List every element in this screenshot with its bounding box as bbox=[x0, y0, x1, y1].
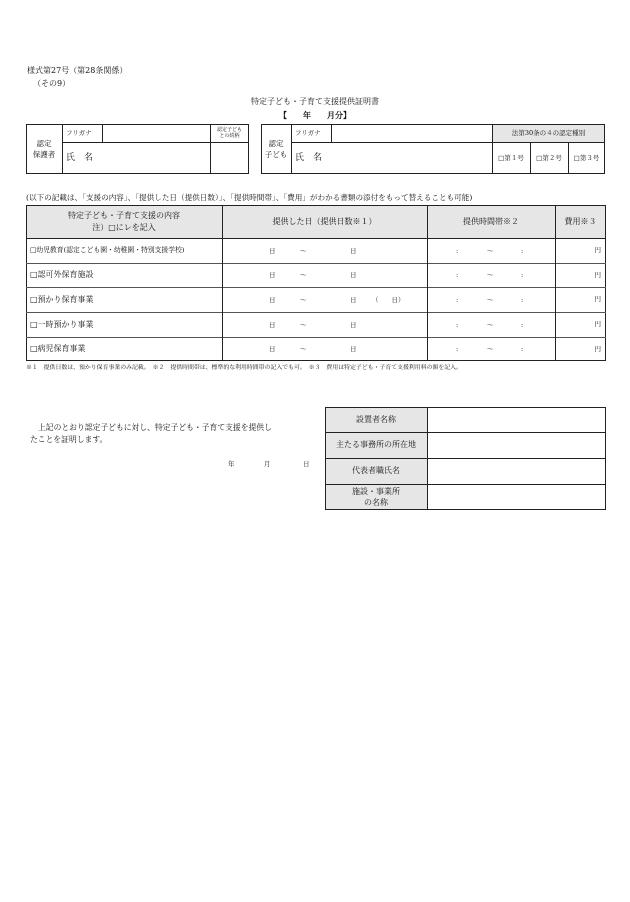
service-row-5-name[interactable]: □病児保育事業 bbox=[30, 344, 86, 353]
row-5-colon1: : bbox=[456, 345, 459, 353]
row-5-day2: 日 bbox=[350, 345, 357, 353]
operator-name-field[interactable] bbox=[428, 408, 605, 432]
row-4-day1: 日 bbox=[269, 321, 276, 329]
row-2-yen: 円 bbox=[594, 270, 601, 279]
certification-line-1: 上記のとおり認定子どもに対し、特定子ども・子育て支援を提供し bbox=[38, 423, 272, 432]
row-1-day2: 日 bbox=[350, 247, 357, 255]
facility-name-field[interactable] bbox=[428, 485, 605, 509]
row-3-yen: 円 bbox=[594, 295, 601, 304]
service-row-1-name[interactable]: □幼児教育(認定こども園・幼稚園・特別支援学校) bbox=[30, 246, 185, 255]
row-2-colon1: : bbox=[456, 271, 459, 279]
row-3-day1: 日 bbox=[269, 296, 276, 304]
date-day: 日 bbox=[303, 460, 310, 468]
relation-label-2: との続柄 bbox=[219, 133, 240, 139]
header-hours: 提供時間帯※２ bbox=[463, 216, 519, 226]
row-1-day1: 日 bbox=[269, 247, 276, 255]
row-3-extra-days: （ 日） bbox=[372, 296, 405, 304]
period-bracket: 【 年 月分】 bbox=[279, 110, 351, 120]
header-days: 提供した日（提供日数※１） bbox=[272, 216, 377, 226]
guardian-furigana-field[interactable] bbox=[102, 124, 210, 142]
row-4-colon1: : bbox=[456, 321, 459, 329]
category-header: 法第30条の４の認定種別 bbox=[493, 125, 604, 142]
child-row-label: 認定 bbox=[268, 138, 284, 148]
child-row-label-2: 子ども bbox=[264, 150, 288, 159]
guardian-row-label: 認定 bbox=[36, 138, 52, 148]
row-5-tilde: ～ bbox=[300, 345, 307, 353]
representative-field[interactable] bbox=[428, 459, 605, 484]
attachment-note: (以下の記載は、「支援の内容」、「提供した日（提供日数）」、「提供時間帯」、「費用」がわかる書類の添付をもって替えることも可能) bbox=[26, 193, 473, 202]
date-month: 月 bbox=[264, 460, 271, 468]
child-name-label: 氏 名 bbox=[295, 152, 323, 163]
row-2-tilde: ～ bbox=[300, 271, 307, 279]
child-furigana-field[interactable] bbox=[331, 124, 492, 142]
form-number: 様式第27号（第28条関係） bbox=[27, 66, 128, 75]
header-cost: 費用※３ bbox=[564, 216, 597, 226]
label-facility-name: 施設・事業所 bbox=[352, 486, 400, 496]
row-4-colon2: : bbox=[521, 321, 524, 329]
row-1-colon2: : bbox=[521, 247, 524, 255]
label-representative: 代表者職氏名 bbox=[352, 466, 400, 475]
child-name-field[interactable] bbox=[331, 142, 492, 174]
header-service-note: 注）□にレを記入 bbox=[92, 222, 156, 232]
office-address-field[interactable] bbox=[428, 433, 605, 458]
guardian-row-label-2: 保護者 bbox=[32, 150, 56, 159]
service-row-2-name[interactable]: □認可外保育施設 bbox=[30, 270, 94, 279]
label-facility-name-2: の名称 bbox=[364, 498, 388, 507]
row-2-tilde2: ～ bbox=[487, 271, 494, 279]
child-furigana-label: フリガナ bbox=[295, 128, 321, 137]
relation-field[interactable] bbox=[210, 142, 249, 174]
row-3-tilde2: ～ bbox=[487, 296, 494, 304]
header-service-content: 特定子ども・子育て支援の内容 bbox=[68, 210, 180, 220]
row-1-tilde2: ～ bbox=[487, 247, 494, 255]
row-4-tilde2: ～ bbox=[487, 321, 494, 329]
footnotes: ※１ 提供日数は、預かり保育事業のみ記載。 ※２ 提供時間帯は、標準的な利用時間帯の記入でも可。 ※３ 費用は特定子ども・子育て支援利用料の額を記入。 bbox=[26, 365, 462, 371]
label-operator-name: 設置者名称 bbox=[356, 414, 396, 424]
row-4-tilde: ～ bbox=[300, 321, 307, 329]
guardian-name-field[interactable] bbox=[72, 142, 210, 174]
sub-number: （その9） bbox=[33, 79, 71, 88]
service-row-3-name[interactable]: □預かり保育事業 bbox=[30, 294, 94, 304]
guardian-furigana-label: フリガナ bbox=[66, 128, 92, 137]
row-3-colon1: : bbox=[456, 296, 459, 304]
row-5-yen: 円 bbox=[594, 344, 601, 353]
row-3-day2: 日 bbox=[350, 296, 357, 304]
row-4-day2: 日 bbox=[350, 321, 357, 329]
row-2-day1: 日 bbox=[269, 271, 276, 279]
row-3-colon2: : bbox=[521, 296, 524, 304]
row-5-tilde2: ～ bbox=[487, 345, 494, 353]
row-1-colon1: : bbox=[456, 247, 459, 255]
row-1-tilde: ～ bbox=[300, 247, 307, 255]
row-4-yen: 円 bbox=[594, 320, 601, 329]
service-row-4-name[interactable]: □一時預かり事業 bbox=[30, 319, 94, 329]
row-5-day1: 日 bbox=[269, 345, 276, 353]
label-office-address: 主たる事務所の所在地 bbox=[336, 440, 416, 449]
relation-label: 認定子ども bbox=[216, 127, 242, 133]
row-2-colon2: : bbox=[521, 271, 524, 279]
page-title: 特定子ども・子育て支援提供証明書 bbox=[251, 97, 379, 106]
category-option-2[interactable]: □第２号 bbox=[536, 153, 562, 162]
category-option-3[interactable]: □第３号 bbox=[573, 153, 600, 162]
certification-line-2: たことを証明します。 bbox=[30, 435, 108, 444]
date-year: 年 bbox=[228, 460, 235, 468]
row-2-day2: 日 bbox=[350, 271, 357, 279]
row-5-colon2: : bbox=[521, 345, 524, 353]
row-1-yen: 円 bbox=[594, 246, 601, 255]
category-option-1[interactable]: □第１号 bbox=[498, 153, 524, 162]
guardian-name-label: 氏 名 bbox=[66, 152, 94, 163]
row-3-tilde: ～ bbox=[300, 296, 307, 304]
